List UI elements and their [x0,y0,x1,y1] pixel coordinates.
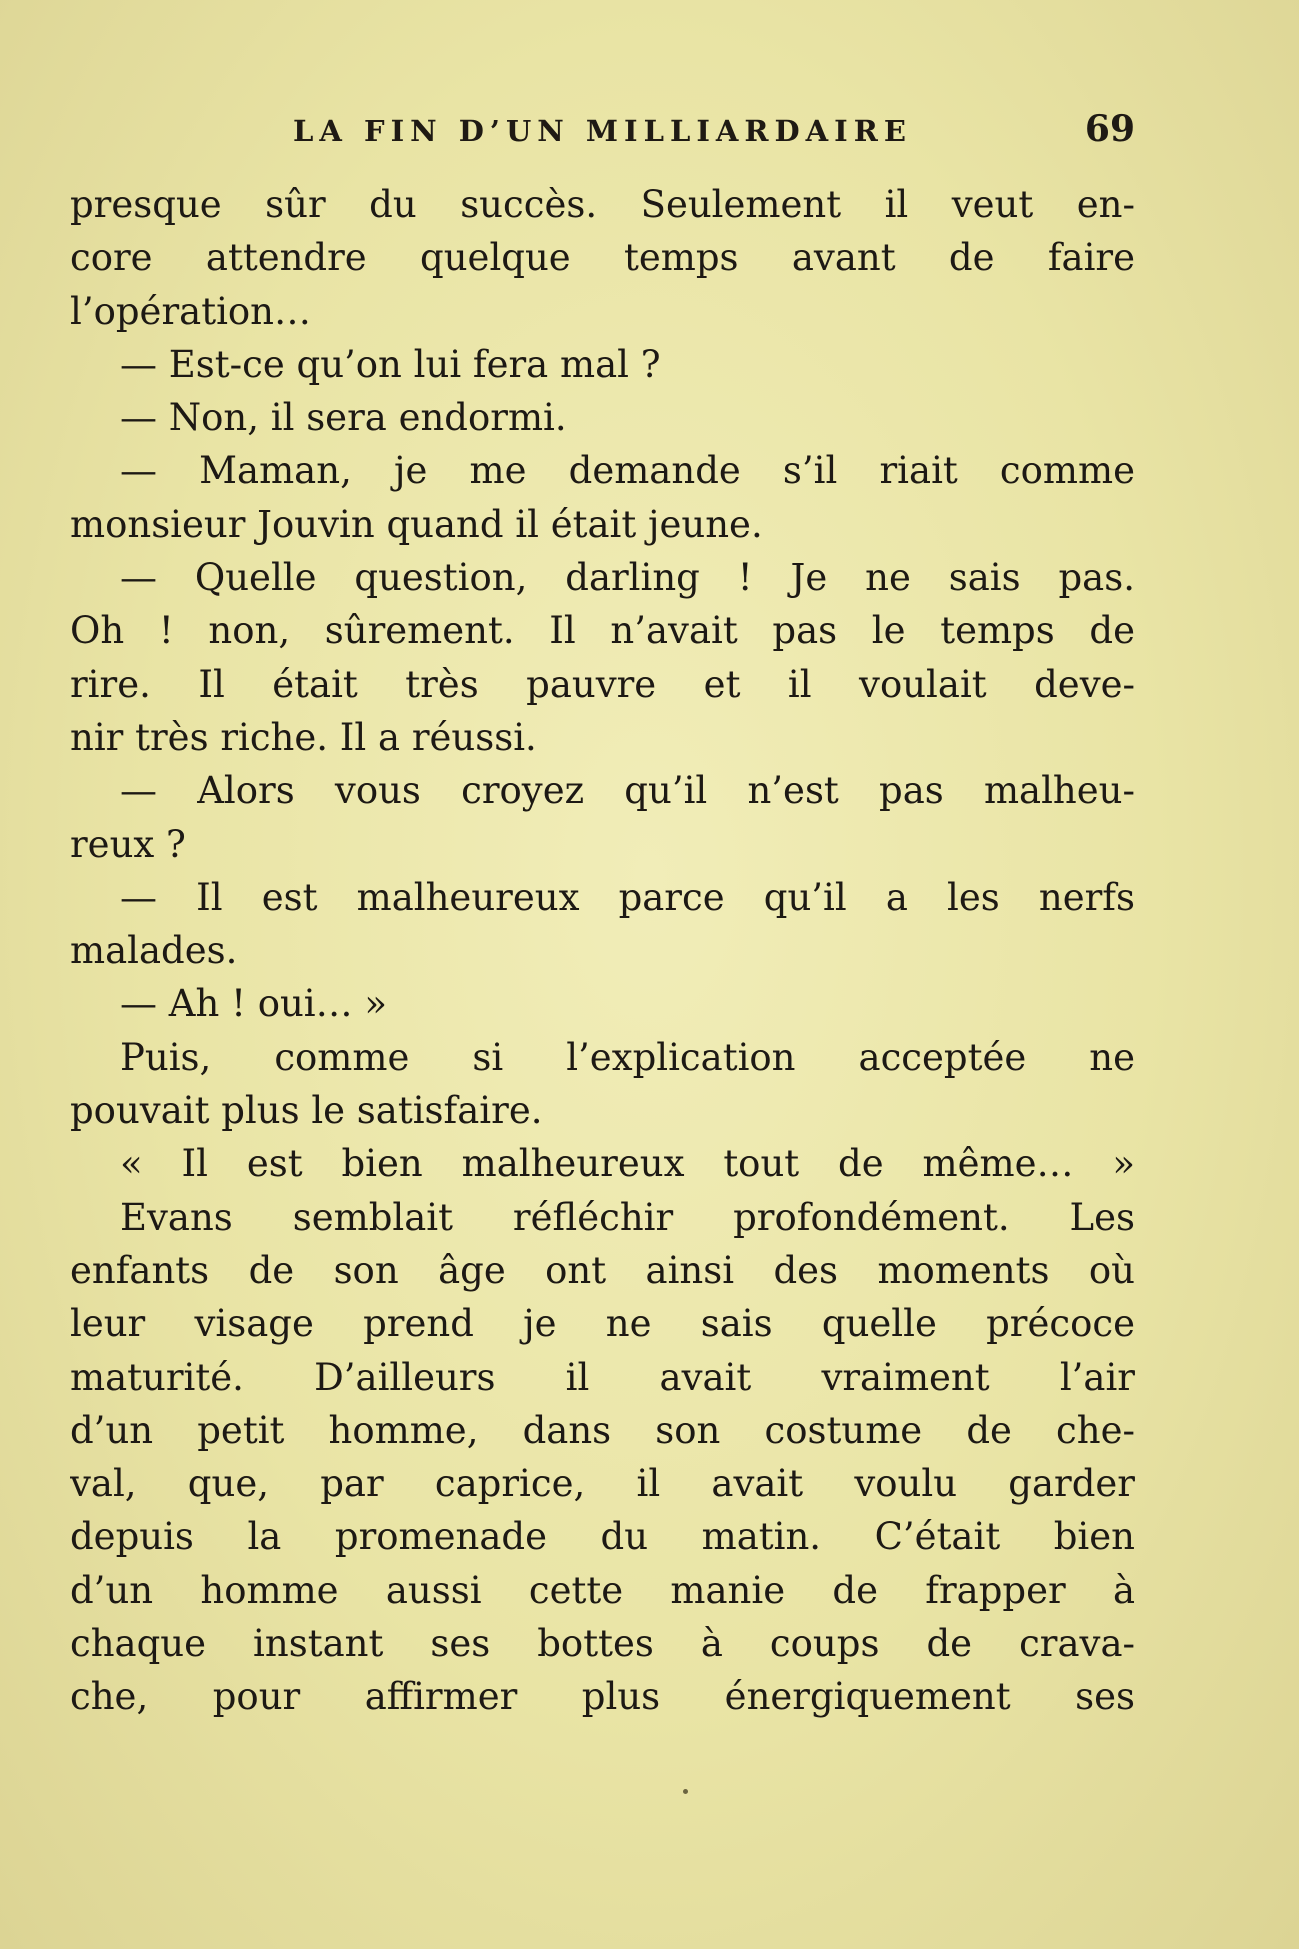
text-line: chaque instant ses bottes à coups de crava- [70,1622,1135,1666]
text-line: — Alors vous croyez qu’il n’est pas malheu- [120,769,1135,813]
paper-speck [683,1789,688,1794]
text-line: d’un petit homme, dans son costume de che- [70,1408,1135,1452]
text-line: — Maman, je me demande s’il riait comme [120,449,1135,493]
text-line: leur visage prend je ne sais quelle précoce [70,1302,1135,1346]
text-line: — Quelle question, darling ! Je ne sais pas. [120,556,1135,600]
text-line: Puis, comme si l’explication acceptée ne [120,1035,1135,1079]
text-line: d’un homme aussi cette manie de frapper à [70,1568,1135,1612]
text-line: pouvait plus le satisfaire. [70,1089,543,1133]
running-header [70,108,1135,158]
text-line: nir très riche. Il a réussi. [70,715,537,759]
text-line: — Non, il sera endormi. [120,396,567,440]
text-line: core attendre quelque temps avant de faire [70,236,1135,280]
text-line: enfants de son âge ont ainsi des moments où [70,1248,1135,1292]
text-line: monsieur Jouvin quand il était jeune. [70,502,763,546]
text-line: reux ? [70,822,186,866]
text-line: — Ah ! oui… » [120,982,388,1026]
page-number: 69 [1084,108,1135,150]
text-line: val, que, par caprice, il avait voulu garder [70,1462,1135,1506]
running-title: LA FIN D’UN MILLIARDAIRE [293,114,912,148]
text-line: — Il est malheureux parce qu’il a les nerfs [120,875,1135,919]
text-line: l’opération… [70,289,312,333]
text-line: che, pour affirmer plus énergiquement ses [70,1675,1135,1719]
text-line: presque sûr du succès. Seulement il veut en- [70,183,1135,226]
text-line: depuis la promenade du matin. C’était bien [70,1515,1135,1559]
text-line: Oh ! non, sûrement. Il n’avait pas le temps de [70,609,1135,653]
text-line: « Il est bien malheureux tout de même… » [120,1142,1135,1186]
text-line: rire. Il était très pauvre et il voulait deve- [70,662,1135,706]
text-line: malades. [70,929,238,973]
text-line: maturité. D’ailleurs il avait vraiment l’air [70,1355,1135,1399]
text-line: Evans semblait réfléchir profondément. Les [120,1195,1135,1239]
text-line: — Est-ce qu’on lui fera mal ? [120,342,661,386]
body-text [70,178,1135,1724]
